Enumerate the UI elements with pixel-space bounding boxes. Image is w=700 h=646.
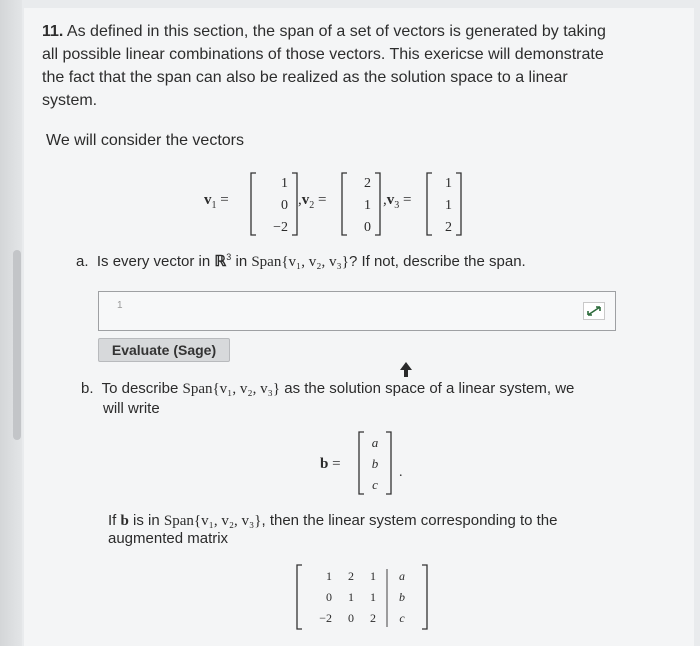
- mouse-pointer-icon: [399, 361, 413, 379]
- consider-text: We will consider the vectors: [46, 132, 244, 149]
- v1-entry-2: 0: [281, 198, 288, 213]
- aug-r2c3: 1: [370, 590, 376, 604]
- intro-line-3: the fact that the span can also be realized as the solution space to a linear: [42, 69, 568, 86]
- intro-line-2: all possible linear combinations of those vectors. This exericse will demonstrate: [42, 46, 604, 63]
- aug-r2c4: b: [399, 590, 405, 604]
- v1-entry-3: −2: [273, 220, 288, 235]
- v2-vector: [339, 171, 383, 237]
- left-scrollbar-track[interactable]: [0, 0, 22, 646]
- v1-entry-1: 1: [281, 176, 288, 191]
- aug-r1c1: 1: [326, 569, 332, 583]
- aug-r2c2: 1: [348, 590, 354, 604]
- v2-entry-3: 0: [364, 220, 371, 235]
- v1-label: $v_1$ =: [204, 192, 229, 211]
- exercise-page: [24, 8, 694, 646]
- v3-entry-3: 2: [445, 220, 452, 235]
- expand-button[interactable]: [583, 302, 605, 320]
- aug-r2c1: 0: [326, 590, 332, 604]
- problem-intro: [42, 20, 642, 112]
- aug-r1c4: a: [399, 569, 405, 583]
- intro-line-4: system.: [42, 92, 98, 109]
- part-a-label: a.: [76, 253, 89, 270]
- span-expression-b: Span{v₁, v₂, v₃}: [182, 381, 281, 397]
- v2-label: $,v_2$ =: [298, 192, 327, 211]
- aug-r1c3: 1: [370, 569, 376, 583]
- b-vector-label: b =: [320, 456, 341, 472]
- aug-r3c1: −2: [319, 611, 332, 625]
- v1-vector: [248, 171, 300, 237]
- evaluate-sage-button[interactable]: Evaluate (Sage): [98, 338, 230, 362]
- answer-input[interactable]: [98, 291, 616, 331]
- part-b-question: b. To describe Span{v₁, v₂, v₃} as the solution space of a linear system, we will write: [81, 380, 575, 417]
- b-entry-a: a: [371, 435, 379, 450]
- aug-r3c3: 2: [370, 611, 376, 625]
- span-expression-c: Span{v₁, v₂, v₃}: [163, 513, 262, 529]
- expand-arrows-icon: [584, 303, 604, 319]
- aug-r3c4: c: [399, 611, 405, 625]
- if-b-in-span-text: If b is in Span{v₁, v₂, v₃}, then the linear system corresponding to the augmented matrix: [108, 512, 558, 547]
- aug-r1c2: 2: [348, 569, 354, 583]
- v3-vector: [424, 171, 464, 237]
- v2-entry-2: 1: [364, 198, 371, 213]
- v3-label: $,v_3$ =: [383, 192, 412, 211]
- scrollbar-thumb[interactable]: [13, 250, 21, 440]
- v3-entry-2: 1: [445, 198, 452, 213]
- b-vector-period: .: [399, 465, 403, 480]
- b-vector: [356, 430, 408, 496]
- v2-entry-1: 2: [364, 176, 371, 191]
- aug-r3c2: 0: [348, 611, 354, 625]
- problem-number: 11.: [42, 23, 64, 40]
- line-number: 1: [117, 300, 123, 311]
- span-expression-a: Span{v₁, v₂, v₃}: [251, 254, 349, 270]
- intro-line-1: As defined in this section, the span of a set of vectors is generated by taking: [66, 23, 606, 40]
- b-entry-b: b: [371, 456, 379, 471]
- part-a-question: a. Is every vector in ℝ$^3$ in Span{v₁, v₂, v₃}? If not, describe the span.: [76, 252, 526, 270]
- augmented-matrix: [294, 563, 439, 631]
- part-b-label: b.: [81, 380, 94, 397]
- real-numbers-symbol: ℝ: [214, 254, 227, 270]
- b-entry-c: c: [372, 477, 378, 492]
- v3-entry-1: 1: [445, 176, 452, 191]
